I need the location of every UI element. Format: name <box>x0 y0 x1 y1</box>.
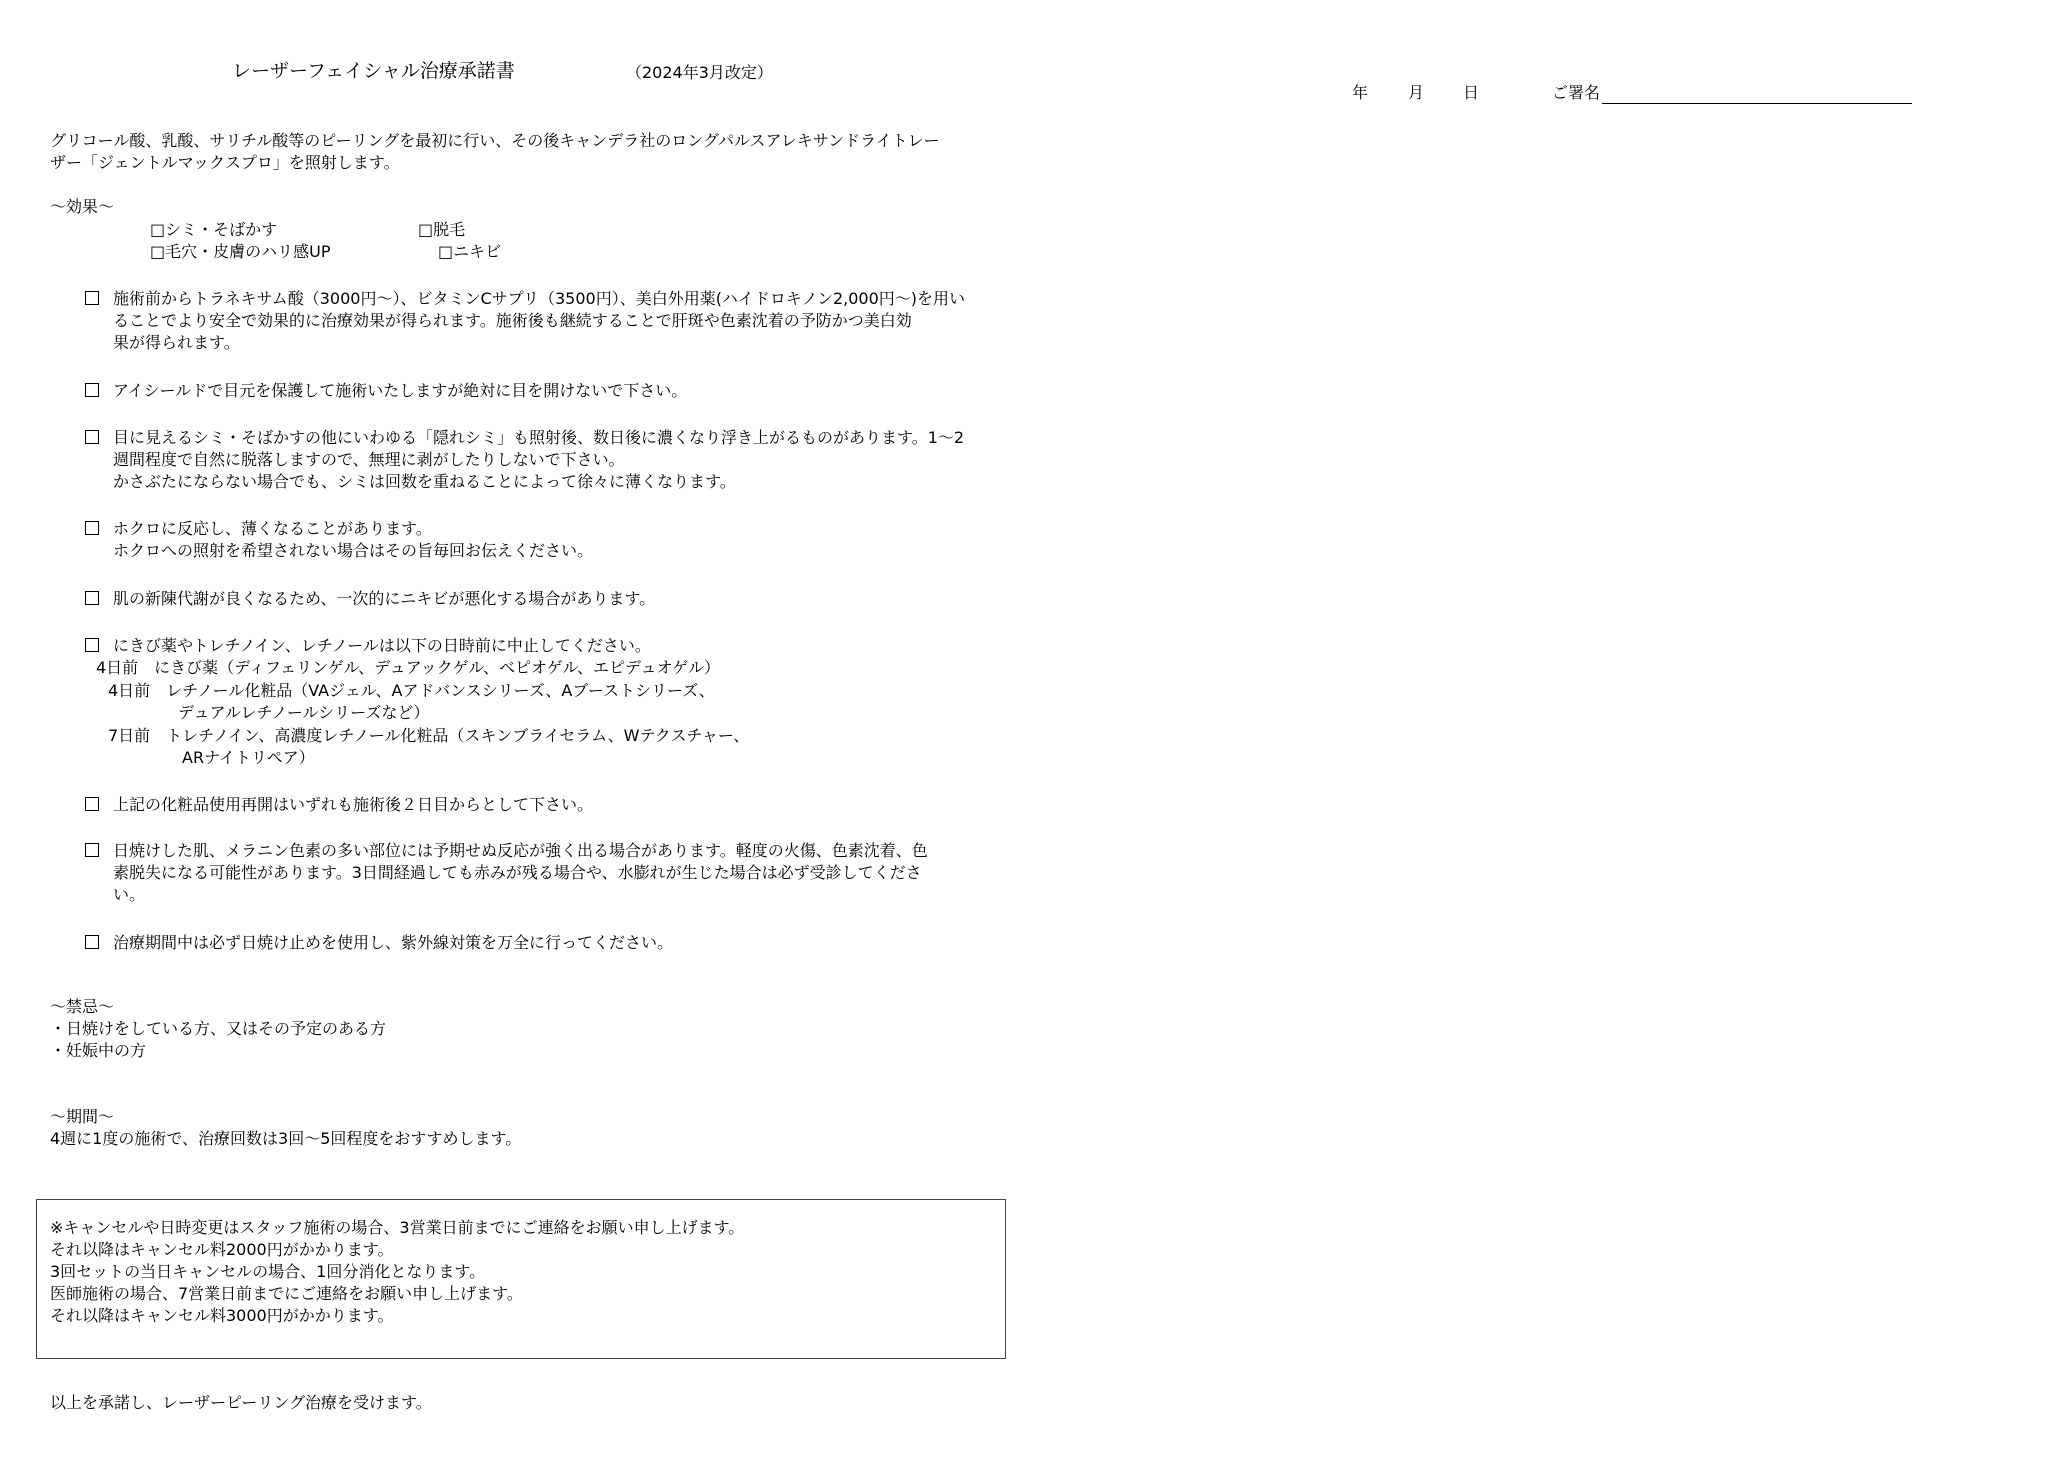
effect-item[interactable]: □ニキビ <box>438 242 502 261</box>
effect-item[interactable]: □シミ・そばかす <box>150 220 278 239</box>
intro-line-2: ザー「ジェントルマックスプロ」を照射します。 <box>50 153 400 172</box>
signature-line[interactable] <box>1602 83 1912 104</box>
medication-schedule-row: 4日前 にきび薬（ディフェリンゲル、デュアックゲル、ベピオゲル、エピデュオゲル） <box>96 658 720 677</box>
checkbox[interactable] <box>85 591 99 605</box>
intro-line-1: グリコール酸、乳酸、サリチル酸等のピーリングを最初に行い、その後キャンデラ社のロングパルスアレキサンドライトレー <box>50 131 940 150</box>
contraindications-heading: ～禁忌～ <box>50 997 115 1016</box>
revision-note: （2024年3月改定） <box>626 63 773 82</box>
checkbox[interactable] <box>85 843 99 857</box>
medication-schedule-row: 4日前 レチノール化粧品（VAジェル、Aアドバンスシリーズ、Aブーストシリーズ、 <box>108 681 715 700</box>
checkbox[interactable] <box>85 430 99 444</box>
checkbox[interactable] <box>85 638 99 652</box>
checklist-item-stop-medication: にきび薬やトレチノイン、レチノールは以下の日時前に中止してください。 <box>85 635 1005 657</box>
signature-field[interactable] <box>1552 82 1912 104</box>
contraindication-item: ・日焼けをしている方、又はその予定のある方 <box>50 1019 387 1038</box>
notice-line: それ以降はキャンセル料3000円がかかります。 <box>50 1306 394 1325</box>
checkbox[interactable] <box>85 935 99 949</box>
date-day-label: 日 <box>1463 83 1480 102</box>
checklist-item-resume-cosmetics: 上記の化粧品使用再開はいずれも施術後２日目からとして下さい。 <box>85 794 1005 816</box>
notice-line: 3回セットの当日キャンセルの場合、1回分消化となります。 <box>50 1262 486 1281</box>
effects-heading: ～効果～ <box>50 197 115 216</box>
signature-label: ご署名 <box>1552 83 1601 102</box>
effect-item[interactable]: □毛穴・皮膚のハリ感UP <box>150 242 331 261</box>
closing-statement: 以上を承諾し、レーザーピーリング治療を受けます。 <box>50 1393 432 1412</box>
medication-schedule-row: 7日前 トレチノイン、高濃度レチノール化粧品（スキンブライセラム、Wテクスチャー、 <box>108 726 750 745</box>
date-month-label: 月 <box>1408 83 1425 102</box>
period-heading: ～期間～ <box>50 1107 115 1126</box>
checklist-item-supplements: 施術前からトラネキサム酸（3000円～）、ビタミンCサプリ（3500円）、美白外用薬(ハイドロキノン2,000円～)を用い ることでより安全で効果的に治療効果が得られます。施術後も継続することで肝斑や色素沈着の予防かつ美白効 果が得られます。 <box>85 288 1005 354</box>
document-title: レーザーフェイシャル治療承諾書 <box>232 60 515 82</box>
notice-line: 医師施術の場合、7営業日前までにご連絡をお願い申し上げます。 <box>50 1284 523 1303</box>
contraindication-item: ・妊娠中の方 <box>50 1041 147 1060</box>
checkbox[interactable] <box>85 797 99 811</box>
effect-item[interactable]: □脱毛 <box>418 220 466 239</box>
checklist-item-acne: 肌の新陳代謝が良くなるため、一次的にニキビが悪化する場合があります。 <box>85 588 1005 610</box>
checklist-item-hidden-spots: 目に見えるシミ・そばかすの他にいわゆる「隠れシミ」も照射後、数日後に濃くなり浮き上がるものがあります。1～2 週間程度で自然に脱落しますので、無理に剥がしたりしないで下さい。 かさぶたにならない場合でも、シミは回数を重ねることによって徐々に薄くなります。 <box>85 427 1005 493</box>
checklist-item-eye-shield: アイシールドで目元を保護して施術いたしますが絶対に目を開けないで下さい。 <box>85 380 1005 402</box>
medication-schedule-row: デュアルレチノールシリーズなど） <box>178 703 430 722</box>
checkbox[interactable] <box>85 383 99 397</box>
checklist-item-sunscreen: 治療期間中は必ず日焼け止めを使用し、紫外線対策を万全に行ってください。 <box>85 932 1005 954</box>
checkbox[interactable] <box>85 291 99 305</box>
notice-line: ※キャンセルや日時変更はスタッフ施術の場合、3営業日前までにご連絡をお願い申し上げます。 <box>50 1218 745 1237</box>
medication-schedule-row: ARナイトリペア） <box>182 748 315 767</box>
period-text: 4週に1度の施術で、治療回数は3回～5回程度をおすすめします。 <box>50 1129 522 1148</box>
notice-line: それ以降はキャンセル料2000円がかかります。 <box>50 1240 394 1259</box>
checklist-item-sunburn-risk: 日焼けした肌、メラニン色素の多い部位には予期せぬ反応が強く出る場合があります。軽度の火傷、色素沈着、色 素脱失になる可能性があります。3日間経過しても赤みが残る場合や、水膨れが生じた場合は必ず受診してくださ い。 <box>85 840 1005 906</box>
checkbox[interactable] <box>85 521 99 535</box>
cancellation-notice-box <box>36 1199 1006 1359</box>
checklist-item-moles: ホクロに反応し、薄くなることがあります。 ホクロへの照射を希望されない場合はその旨毎回お伝えください。 <box>85 518 1005 562</box>
date-year-label: 年 <box>1352 83 1369 102</box>
